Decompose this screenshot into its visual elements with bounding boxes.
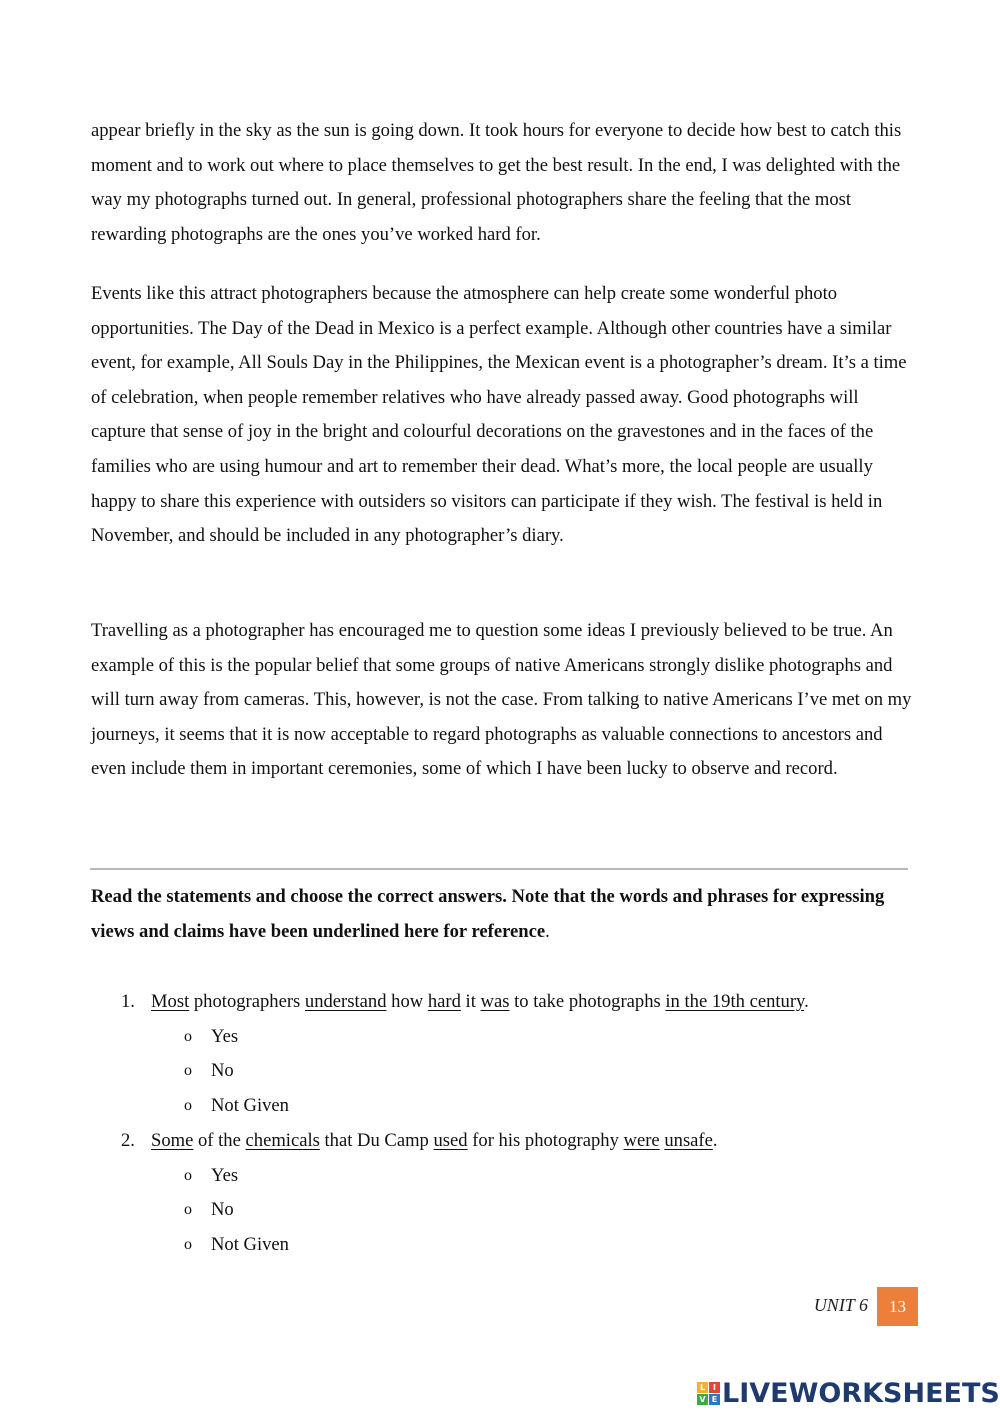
question-text-segment: how: [386, 991, 428, 1012]
passage-paragraph-3: Travelling as a photographer has encouraged me to question some ideas I previously believed to be true. An example of this is the popular belief that some groups of native Americans strongly dislike photographs and will turn away from cameras. This, however, is not the case. From talking to native Americans I’ve met on my journeys, it seems that it is now acceptable to regard photographs as valuable connections to ancestors and even include them in important ceremonies, some of which I have been lucky to observe and record.: [91, 620, 912, 780]
underlined-phrase: Most: [151, 991, 190, 1012]
option-bullet: o: [184, 1235, 192, 1253]
liveworksheets-logo-icon: [697, 1382, 720, 1405]
question-text-segment: .: [712, 1130, 718, 1151]
option-yes[interactable]: [121, 1020, 921, 1055]
option-yes[interactable]: [121, 1159, 921, 1194]
logo-letter: I: [709, 1382, 720, 1393]
option-label: Not Given: [211, 1094, 289, 1116]
underlined-phrase: understand: [304, 991, 387, 1012]
option-bullet: o: [184, 1096, 192, 1114]
liveworksheets-brand[interactable]: [697, 1375, 1000, 1411]
underlined-phrase: was: [480, 991, 510, 1012]
option-label: No: [211, 1199, 234, 1221]
question-text: [151, 1130, 718, 1151]
logo-letter: L: [697, 1382, 708, 1393]
question-2: [121, 1124, 921, 1262]
option-not-given[interactable]: [121, 1228, 921, 1263]
option-not-given[interactable]: [121, 1089, 921, 1124]
underlined-phrase: in the 19th century: [665, 991, 805, 1012]
passage-paragraph-1: appear briefly in the sky as the sun is going down. It took hours for everyone to decide how best to catch this moment and to work out where to place themselves to get the best result. In the end, I was delighted with the way my photographs turned out. In general, professional photographers share the feeling that the most rewarding photographs are the ones you’ve worked hard for.: [91, 120, 902, 245]
question-text-segment: that Du Camp: [319, 1130, 434, 1151]
instructions-period: .: [545, 920, 550, 942]
option-no[interactable]: [121, 1054, 921, 1089]
question-text: [151, 991, 809, 1012]
underlined-phrase: hard: [427, 991, 461, 1012]
option-label: Yes: [211, 1164, 239, 1186]
question-number: 2.: [121, 1130, 135, 1151]
option-bullet: o: [184, 1201, 192, 1219]
option-label: Yes: [211, 1025, 239, 1047]
underlined-phrase: chemicals: [245, 1130, 320, 1151]
section-divider: [90, 868, 908, 870]
answer-options: [121, 1020, 921, 1124]
question-text-segment: it: [460, 991, 481, 1012]
answer-options: [121, 1159, 921, 1263]
question-number: 1.: [121, 991, 135, 1012]
question-1: [121, 985, 921, 1123]
question-text-segment: photographers: [189, 991, 305, 1012]
underlined-phrase: unsafe: [664, 1130, 713, 1151]
question-1-stem: [121, 985, 921, 1020]
option-bullet: o: [184, 1027, 192, 1045]
option-label: No: [211, 1060, 234, 1082]
question-text-segment: of the: [193, 1130, 246, 1151]
logo-letter: V: [697, 1394, 708, 1405]
instructions: [91, 880, 911, 949]
option-bullet: o: [184, 1166, 192, 1184]
footer-unit-label: UNIT 6: [813, 1295, 868, 1315]
option-label: Not Given: [211, 1233, 289, 1255]
option-bullet: o: [184, 1062, 192, 1080]
underlined-phrase: Some: [151, 1130, 194, 1151]
question-text-segment: for his photography: [467, 1130, 624, 1151]
brand-name: LIVEWORKSHEETS: [722, 1377, 1000, 1409]
underlined-phrase: were: [623, 1130, 660, 1151]
question-text-segment: to take photographs: [509, 991, 666, 1012]
option-no[interactable]: [121, 1193, 921, 1228]
instructions-text: Read the statements and choose the correct answers. Note that the words and phrases for expressing views and claims have been underlined here for reference: [91, 886, 885, 942]
question-2-stem: [121, 1124, 921, 1159]
passage-paragraph-2: Events like this attract photographers because the atmosphere can help create some wonderful photo opportunities. The Day of the Dead in Mexico is a perfect example. Although other countries have a similar event, for example, All Souls Day in the Philippines, the Mexican event is a photographer’s dream. It’s a time of celebration, when people remember relatives who have already passed away. Good photographs will capture that sense of joy in the bright and colourful decorations on the gravestones and in the faces of the families who are using humour and art to remember their dead. What’s more, the local people are usually happy to share this experience with outsiders so visitors can participate if they wish. The festival is held in November, and should be included in any photographer’s diary.: [91, 283, 907, 547]
logo-letter: E: [709, 1394, 720, 1405]
question-text-segment: .: [804, 991, 809, 1012]
underlined-phrase: used: [433, 1130, 468, 1151]
page-number: 13: [877, 1287, 918, 1326]
